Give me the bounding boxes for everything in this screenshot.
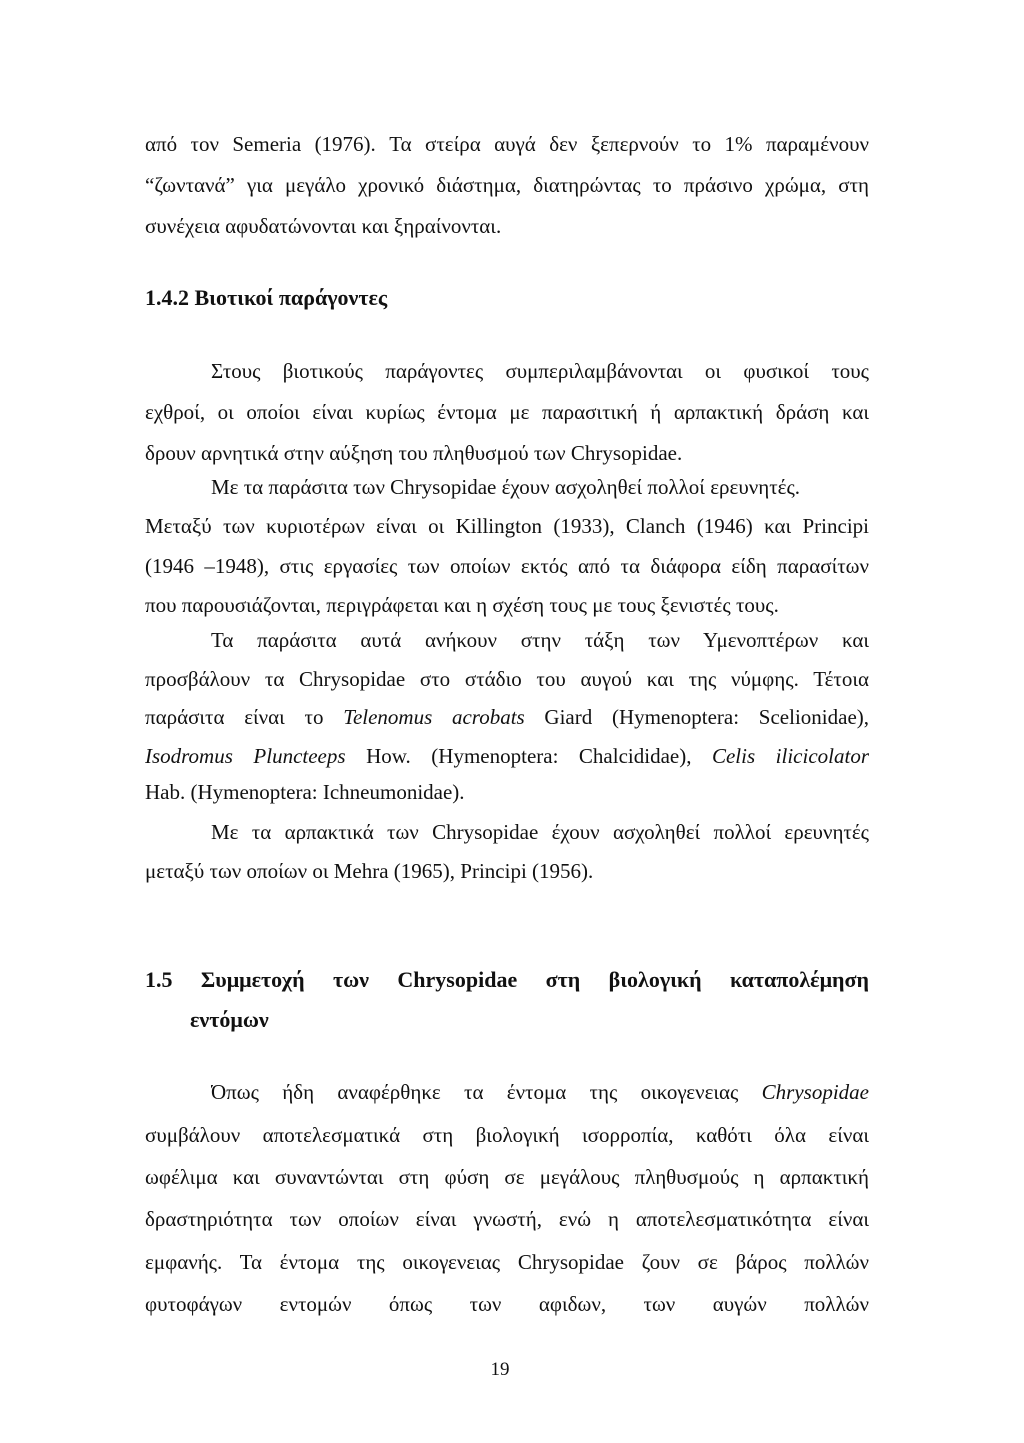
paragraph-line: προσβάλουν τα Chrysopidae στο στάδιο του αυγού και της νύμφης. Τέτοια (145, 667, 869, 691)
paragraph-line: εχθροί, οι οποίοι είναι κυρίως έντομα με παρασιτική ή αρπακτική δράση και (145, 400, 869, 424)
species-name: Celis ilicicolator (711, 744, 869, 768)
paragraph-line: Μεταξύ των κυριοτέρων είναι οι Killington (1933), Clanch (1946) και Principi (145, 514, 869, 538)
paragraph-line: δραστηριότητα των οποίων είναι γνωστή, ενώ η αποτελεσματικότητα είναι (145, 1207, 869, 1231)
text-run: Όπως ήδη αναφέρθηκε τα έντομα της οικογενειας (211, 1080, 762, 1104)
paragraph-line (145, 703, 869, 731)
paragraph-line: Στους βιοτικούς παράγοντες συμπεριλαμβάνονται οι φυσικοί τους (211, 359, 869, 383)
paragraph-line: Hab. (Hymenoptera: Ichneumonidae). (145, 780, 465, 804)
species-name: Isodromus Pluncteeps (145, 744, 346, 768)
paragraph-line (211, 1078, 869, 1106)
intro-line-3: συνέχεια αφυδατώνονται και ξηραίνονται. (145, 214, 502, 238)
species-name: Telenomus acrobats (343, 705, 525, 729)
paragraph-line: Τα παράσιτα αυτά ανήκουν στην τάξη των Υμενοπτέρων και (211, 628, 869, 652)
paragraph-line: δρουν αρνητικά στην αύξηση του πληθυσμού των Chrysopidae. (145, 441, 683, 465)
page-number: 19 (490, 1359, 510, 1380)
paragraph-line (145, 742, 869, 770)
section-heading-1-4-2: 1.4.2 Βιοτικοί παράγοντες (145, 285, 388, 310)
text-run: παράσιτα είναι το (145, 705, 344, 729)
text-run: Giard (Hymenoptera: Scelionidae), (524, 705, 869, 729)
text-run: How. (Hymenoptera: Chalcididae), (345, 744, 712, 768)
paragraph-line: συμβάλουν αποτελεσματικά στη βιολογική ισορροπία, καθότι όλα είναι (145, 1123, 869, 1147)
paragraph-line: μεταξύ των οποίων οι Mehra (1965), Principi (1956). (145, 859, 594, 883)
section-heading-1-5-cont: εντόμων (190, 1007, 269, 1032)
paragraph-line: φυτοφάγων εντομών όπως των αφιδων, των αυγών πολλών (145, 1292, 869, 1316)
intro-line-1: από τον Semeria (1976). Τα στείρα αυγά δεν ξεπερνούν το 1% παραμένουν (145, 132, 869, 156)
paragraph-line: που παρουσιάζονται, περιγράφεται και η σχέση τους με τους ξενιστές τους. (145, 593, 779, 617)
paragraph-line: Με τα παράσιτα των Chrysopidae έχουν ασχοληθεί πολλοί ερευνητές. (211, 475, 801, 499)
paragraph-line: Με τα αρπακτικά των Chrysopidae έχουν ασχοληθεί πολλοί ερευνητές (211, 820, 869, 844)
intro-line-2: “ζωντανά” για μεγάλο χρονικό διάστημα, διατηρώντας το πράσινο χρώμα, στη (145, 173, 869, 197)
paragraph-line: ωφέλιμα και συναντώνται στη φύση σε μεγάλους πληθυσμούς η αρπακτική (145, 1165, 869, 1189)
paragraph-line: (1946 –1948), στις εργασίες των οποίων εκτός από τα διάφορα είδη παρασίτων (145, 554, 869, 578)
section-heading-1-5: 1.5 Συμμετοχή των Chrysopidae στη βιολογική καταπολέμηση (145, 967, 869, 992)
paragraph-line: εμφανής. Τα έντομα της οικογενειας Chrysopidae ζουν σε βάρος πολλών (145, 1250, 869, 1274)
species-name: Chrysopidae (761, 1080, 869, 1104)
